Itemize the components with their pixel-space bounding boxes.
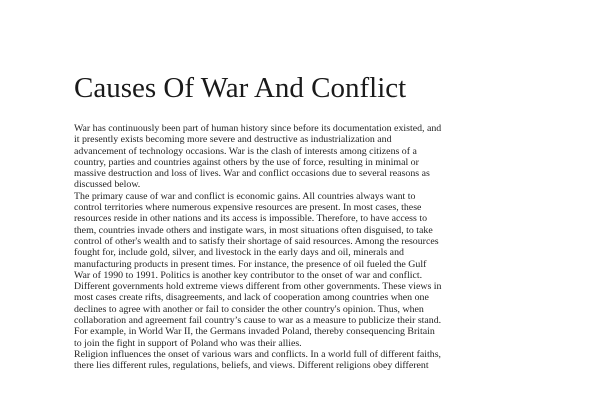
- body-line: War has continuously been part of human history since before its documentation existed, and: [74, 123, 442, 134]
- body-line: there lies different rules, regulations, beliefs, and views. Different religions obey different: [74, 360, 429, 372]
- body-line: manufacturing products in present times. For instance, the presence of oil fueled the Gulf: [74, 258, 427, 270]
- body-line: it presently exists becoming more severe and destructive as industrialization and: [74, 134, 392, 146]
- body-line: massive destruction and loss of lives. War and conflict occasions due to several reasons as: [74, 168, 430, 180]
- body-line: The primary cause of war and conflict is economic gains. All countries always want to: [74, 190, 416, 202]
- body-line: Religion influences the onset of various wars and conflicts. In a world full of different faiths,: [74, 348, 442, 360]
- body-line: most cases create rifts, disagreements, and lack of cooperation among countries when one: [74, 292, 429, 304]
- body-line: discussed below.: [74, 179, 141, 191]
- body-line: resources reside in other nations and its access is impossible. Therefore, to have access to: [74, 213, 428, 225]
- body-line: advancement of technology occasions. War is the clash of interests among citizens of a: [74, 145, 417, 157]
- body-line: country, parties and countries against others by the use of force, resulting in minimal or: [74, 156, 419, 168]
- body-line: fought for, include gold, silver, and livestock in the early days and oil, minerals and: [74, 247, 404, 259]
- document-body: [74, 123, 554, 372]
- document-title: Causes Of War And Conflict: [74, 72, 407, 104]
- body-line: to join the fight in support of Poland who was their allies.: [74, 337, 302, 349]
- body-line: Different governments hold extreme views different from other governments. These views in: [74, 281, 442, 293]
- body-line: control of other's wealth and to satisfy their shortage of said resources. Among the resources: [74, 235, 439, 247]
- body-line: For example, in World War II, the Germans invaded Poland, thereby consequencing Britain: [74, 326, 435, 338]
- body-line: declines to agree with another or fail to consider the other country's opinion. Thus, when: [74, 303, 424, 315]
- body-line: them, countries invade others and instigate wars, in most situations often disguised, to take: [74, 224, 433, 236]
- body-line: collaboration and agreement fail country’s cause to war as a measure to publicize their stand.: [74, 315, 442, 327]
- body-line: War of 1990 to 1991. Politics is another key contributor to the onset of war and conflict.: [74, 269, 423, 281]
- body-line: control territories where numerous expensive resources are present. In most cases, these: [74, 202, 422, 214]
